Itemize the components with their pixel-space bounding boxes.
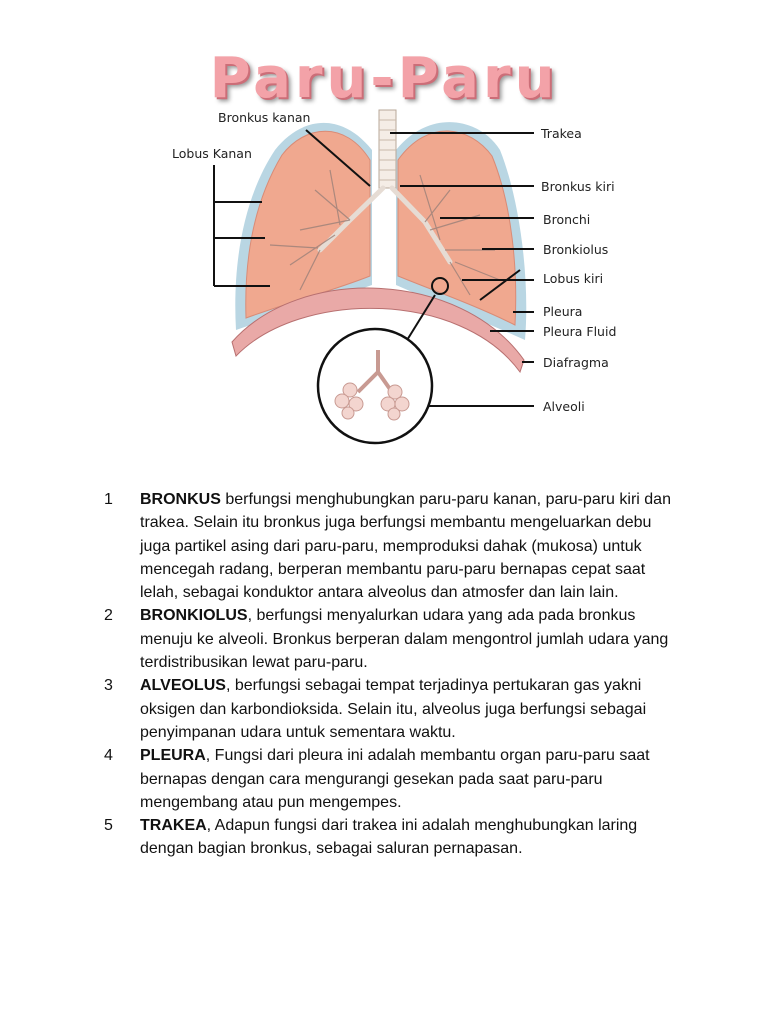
item-number: 4	[104, 747, 113, 765]
label-pleura: Pleura	[543, 304, 583, 319]
item-body	[140, 674, 680, 744]
label-diafragma: Diafragma	[543, 355, 609, 370]
label-lobus-kanan: Lobus Kanan	[172, 146, 252, 161]
label-alveoli: Alveoli	[543, 399, 585, 414]
item-term: TRAKEA	[140, 817, 207, 835]
item-body	[140, 488, 680, 604]
label-bronkus-kiri: Bronkus kiri	[541, 179, 615, 194]
alveoli-magnifier	[318, 329, 432, 443]
label-lobus-kiri: Lobus kiri	[543, 271, 604, 286]
item-body	[140, 604, 680, 674]
item-body	[140, 744, 680, 814]
label-trakea: Trakea	[541, 126, 582, 141]
item-term: PLEURA	[140, 747, 206, 765]
item-text: , berfungsi menyalurkan udara yang ada pada bronkus menuju ke alveoli. Bronkus berperan dalam mengontrol jumlah udara yang terdistribusikan lewat paru-paru.	[140, 607, 669, 672]
item-term: ALVEOLUS	[140, 677, 226, 695]
list-item	[100, 488, 680, 604]
item-text: , Adapun fungsi dari trakea ini adalah menghubungkan laring dengan bagian bronkus, sebagai saluran pernapasan.	[140, 817, 638, 858]
label-bronkiolus: Bronkiolus	[543, 242, 609, 257]
list-item	[100, 674, 680, 744]
item-number: 2	[104, 607, 113, 625]
function-list	[100, 488, 680, 861]
label-bronchi: Bronchi	[543, 212, 591, 227]
list-item	[100, 814, 680, 861]
label-pleura-fluid: Pleura Fluid	[543, 324, 617, 339]
item-term: BRONKIOLUS	[140, 607, 248, 625]
item-text: , Fungsi dari pleura ini adalah membantu organ paru-paru saat bernapas dengan cara mengurangi gesekan pada saat paru-paru mengembang atau pun mengempes.	[140, 747, 650, 811]
item-body	[140, 814, 680, 861]
label-bronkus-kanan: Bronkus kanan	[218, 110, 311, 125]
lung-diagram	[0, 0, 768, 470]
item-text: berfungsi menghubungkan paru-paru kanan, paru-paru kiri dan trakea. Selain itu bronkus juga berfungsi membantu mengeluarkan debu juga partikel asing dari paru-paru, memproduksi dahak (mukosa) untuk mencegah radang, berperan membantu paru-paru bernapas cepat saat lelah, sebagai konduktor antara alveolus dan atmosfer dan lain lain.	[140, 491, 671, 602]
list-item	[100, 744, 680, 814]
trachea	[379, 110, 396, 188]
item-number: 5	[104, 817, 113, 835]
diagram-title: Paru-Paru	[209, 46, 559, 111]
item-number: 3	[104, 677, 113, 695]
item-number: 1	[104, 491, 113, 508]
list-item	[100, 604, 680, 674]
item-term: BRONKUS	[140, 491, 221, 508]
item-text: , berfungsi sebagai tempat terjadinya pertukaran gas yakni oksigen dan karbondioksida. Selain itu, alveolus juga berfungsi sebagai penyimpanan udara untuk sementara waktu.	[140, 677, 647, 741]
